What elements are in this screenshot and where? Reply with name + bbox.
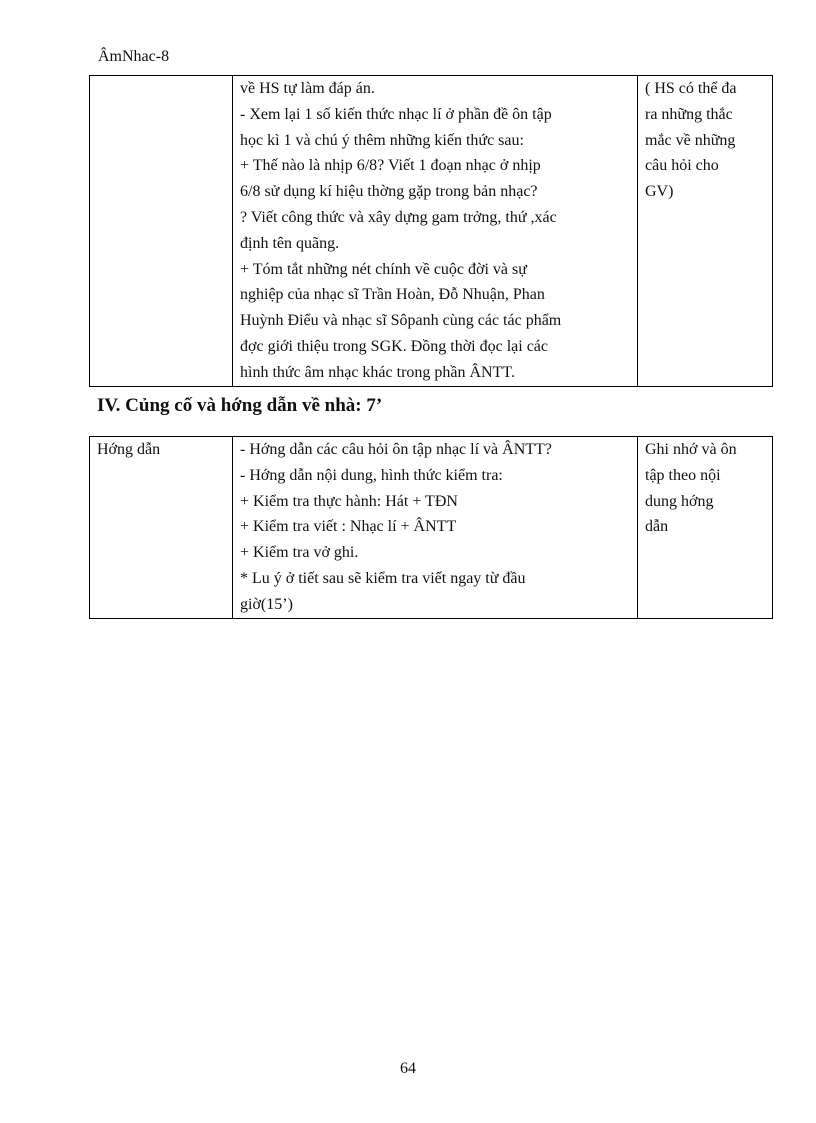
content-line: + Kiểm tra vở ghi. (240, 544, 359, 562)
page-number: 64 (400, 1060, 416, 1077)
content-line: ra những thắc (645, 105, 733, 123)
content-line: Ghi nhớ và ôn (645, 441, 737, 458)
section-heading: IV. Củng cố và hớng dẫn về nhà: 7’ (97, 395, 383, 416)
table-cell-content (233, 76, 638, 387)
content-line: tập theo nội (645, 466, 721, 484)
table-cell-activity: Hớng dẫn (90, 437, 233, 619)
table-row (90, 76, 773, 387)
study-plan-table (89, 75, 773, 387)
table-cell-student-activity (638, 437, 773, 619)
content-line: - Hớng dẫn các câu hỏi ôn tập nhạc lí và ÂNTT? (240, 441, 552, 458)
content-line: hình thức âm nhạc khác trong phần ÂNTT. (240, 363, 515, 381)
content-line: định tên quãng. (240, 234, 340, 252)
content-line: về HS tự làm đáp án. (240, 80, 375, 97)
content-line: - Xem lại 1 số kiến thức nhạc lí ở phần đề ôn tập (240, 105, 552, 123)
content-line: + Kiểm tra thực hành: Hát + TĐN (240, 492, 458, 510)
content-line: đợc giới thiệu trong SGK. Đồng thời đọc lại các (240, 337, 548, 355)
content-line: + Tóm tắt những nét chính về cuộc đời và sự (240, 260, 527, 278)
document-header: ÂmNhac-8 (98, 48, 170, 65)
content-line: dẫn (645, 518, 669, 536)
homework-table (89, 436, 773, 619)
content-line: học kì 1 và chú ý thêm những kiến thức sau: (240, 131, 524, 149)
content-line: + Kiểm tra viết : Nhạc lí + ÂNTT (240, 518, 457, 536)
content-line: ( HS có thể đa (645, 80, 737, 97)
content-line: câu hỏi cho (645, 157, 719, 175)
content-line: nghiệp của nhạc sĩ Trần Hoàn, Đỗ Nhuận, Phan (240, 286, 545, 304)
content-line: GV) (645, 183, 674, 201)
content-line: ? Viết công thức và xây dựng gam trởng, thứ ,xác (240, 208, 557, 226)
table-cell-activity (90, 76, 233, 387)
content-line: giờ(15’) (240, 595, 293, 613)
content-line: Huỳnh Điểu và nhạc sĩ Sôpanh cùng các tác phẩm (240, 312, 562, 330)
table-cell-student-activity (638, 76, 773, 387)
content-line: 6/8 sử dụng kí hiệu thờng gặp trong bản nhạc? (240, 183, 538, 201)
content-line: + Thế nào là nhịp 6/8? Viết 1 đoạn nhạc ở nhịp (240, 157, 541, 175)
content-line: - Hớng dẫn nội dung, hình thức kiểm tra: (240, 466, 503, 484)
content-line: dung hớng (645, 492, 714, 510)
content-line: * Lu ý ở tiết sau sẽ kiểm tra viết ngay từ đầu (240, 569, 526, 587)
table-row (90, 437, 773, 619)
table-cell-content (233, 437, 638, 619)
content-line: mắc về những (645, 131, 736, 149)
